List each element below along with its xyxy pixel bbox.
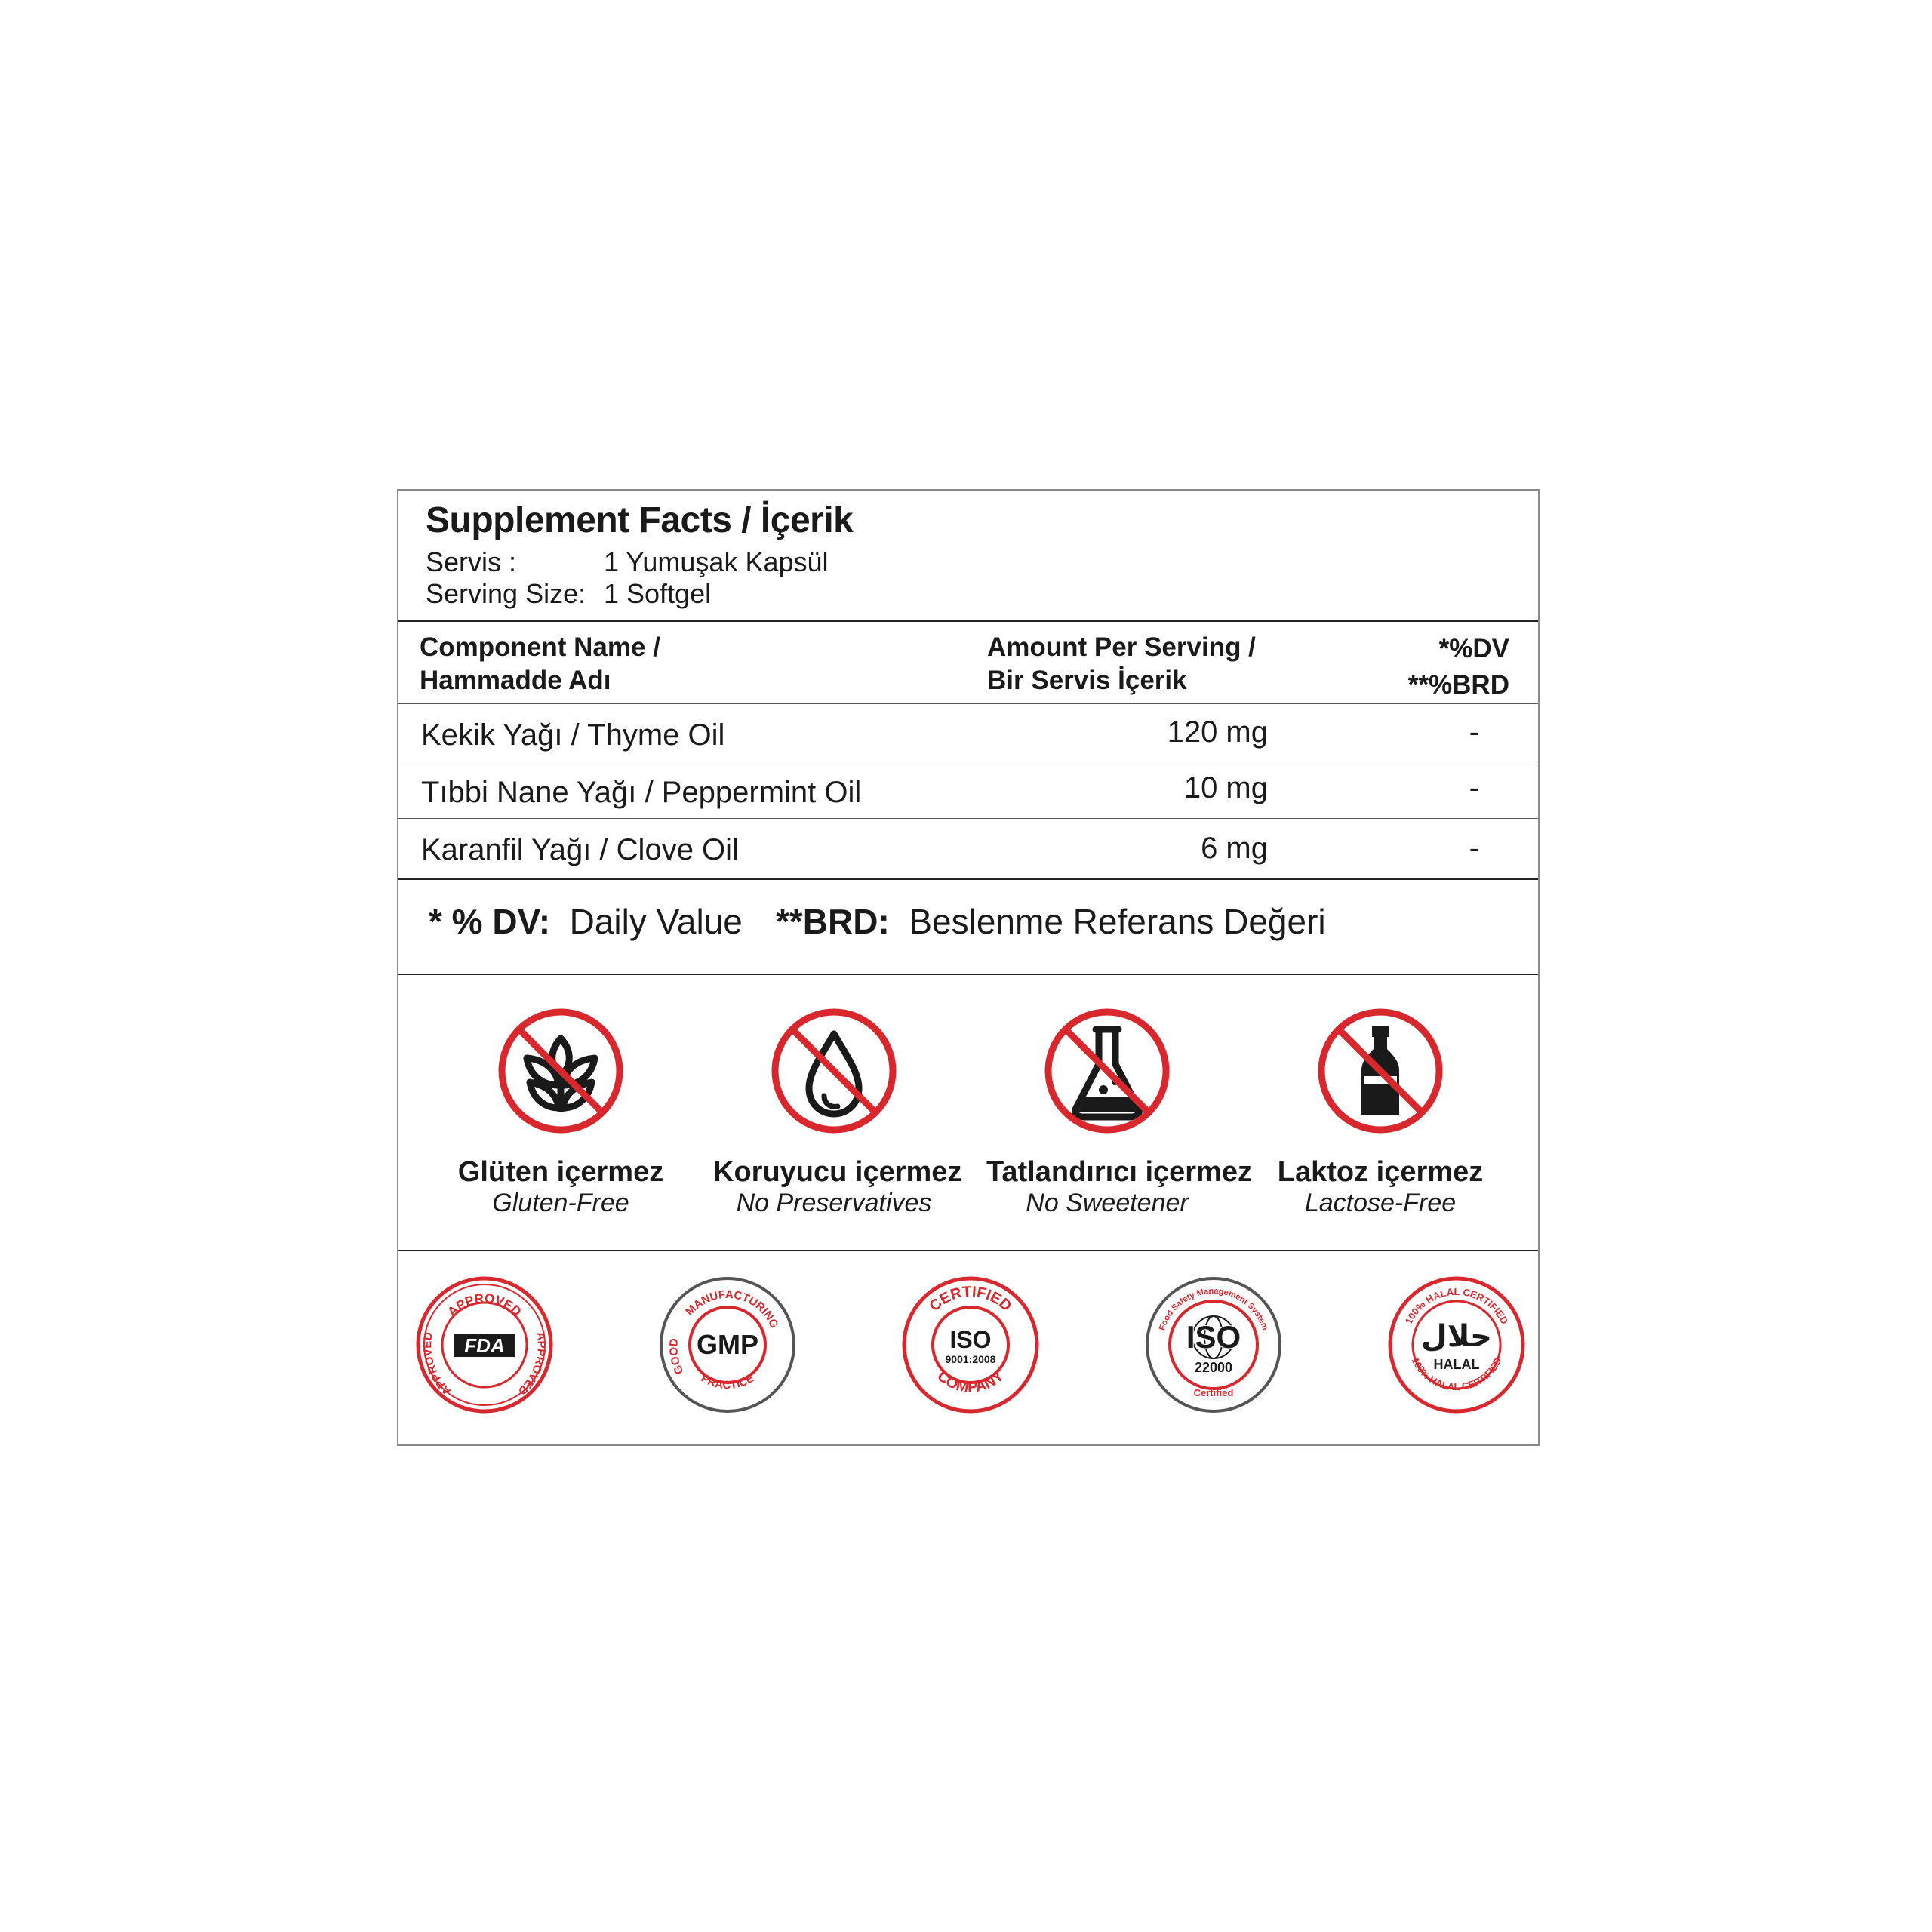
divider: [398, 974, 1538, 975]
col-header-component: [420, 631, 660, 697]
free-from-caption: [986, 1156, 1252, 1218]
svg-text:MANUFACTURING: MANUFACTURING: [683, 1287, 781, 1331]
footnote-text: Beslenme Referans Değeri: [909, 902, 1326, 941]
divider: [398, 703, 1538, 704]
svg-text:HALAL: HALAL: [1433, 1357, 1480, 1372]
col-header-line: *%DV: [1438, 634, 1509, 663]
free-from-caption: [440, 1156, 681, 1218]
iso-22000-seal-icon: [1144, 1275, 1283, 1414]
divider: [398, 620, 1538, 622]
caption-en: No Preservatives: [736, 1189, 932, 1217]
caption-en: No Sweetener: [1026, 1189, 1189, 1217]
caption-tr: Koruyucu içermez: [713, 1156, 962, 1188]
svg-text:GOOD: GOOD: [667, 1337, 687, 1377]
no-sweetener-icon: [1043, 1007, 1171, 1135]
footnote-dv: [429, 901, 743, 942]
row-name: Karanfil Yağı / Clove Oil: [421, 833, 739, 866]
col-header-dv: [1408, 631, 1509, 703]
svg-text:Certified: Certified: [1193, 1387, 1234, 1398]
free-from-caption: [713, 1156, 962, 1218]
divider: [398, 1250, 1538, 1251]
serving-value: 1 Softgel: [604, 578, 712, 609]
iso-9001-seal-icon: [901, 1275, 1040, 1414]
col-header-line: **%BRD: [1407, 670, 1509, 700]
divider: [398, 818, 1538, 819]
row-amount: 10 mg: [1183, 771, 1268, 804]
footnote-brd: [776, 901, 1326, 942]
footnote-text: Daily Value: [569, 902, 743, 941]
col-header-line: Amount Per Serving /: [987, 632, 1256, 662]
serving-row-tr: [426, 546, 829, 578]
row-amount: 120 mg: [1167, 715, 1268, 749]
col-header-line: Component Name /: [420, 632, 660, 662]
caption-en: Gluten-Free: [492, 1189, 629, 1217]
svg-text:APPROVED: APPROVED: [515, 1331, 548, 1398]
svg-text:100% HALAL CERTIFIED: 100% HALAL CERTIFIED: [1402, 1285, 1511, 1327]
divider: [398, 878, 1538, 880]
row-amount: 6 mg: [1201, 832, 1268, 865]
row-dv: -: [1469, 715, 1479, 749]
col-header-line: Bir Servis İçerik: [987, 666, 1187, 695]
svg-text:PRACTICE: PRACTICE: [698, 1371, 757, 1392]
serving-key: Servis :: [426, 546, 517, 577]
row-name: Tıbbi Nane Yağı / Peppermint Oil: [421, 776, 862, 809]
svg-text:GMP: GMP: [696, 1329, 759, 1360]
svg-text:حلال: حلال: [1421, 1319, 1492, 1354]
svg-text:CERTIFIED: CERTIFIED: [926, 1283, 1015, 1315]
halal-seal-icon: [1387, 1275, 1526, 1414]
svg-text:COMPANY: COMPANY: [934, 1367, 1008, 1396]
svg-text:100% HALAL CERTIFIED: 100% HALAL CERTIFIED: [1409, 1355, 1504, 1393]
row-name: Kekik Yağı / Thyme Oil: [421, 718, 725, 752]
svg-text:APPROVED: APPROVED: [445, 1291, 525, 1319]
no-preservatives-icon: [770, 1007, 898, 1135]
row-dv: -: [1469, 771, 1479, 804]
footnote-abbr: * % DV:: [429, 902, 551, 941]
serving-row-en: [426, 578, 711, 610]
free-from-caption: [1260, 1156, 1501, 1218]
svg-text:FDA: FDA: [464, 1334, 505, 1357]
no-gluten-icon: [497, 1007, 625, 1135]
col-header-amount: [987, 631, 1256, 697]
svg-text:22000: 22000: [1194, 1360, 1233, 1375]
caption-en: Lactose-Free: [1304, 1189, 1457, 1217]
col-header-line: Hammadde Adı: [420, 666, 611, 695]
no-lactose-icon: [1316, 1007, 1444, 1135]
row-dv: -: [1469, 832, 1479, 865]
fda-approved-seal-icon: [415, 1275, 554, 1414]
supplement-facts-panel: [397, 489, 1540, 1446]
svg-text:9001:2008: 9001:2008: [945, 1353, 996, 1365]
caption-tr: Laktoz içermez: [1277, 1156, 1484, 1188]
gmp-seal-icon: [658, 1275, 797, 1414]
svg-text:ISO: ISO: [1186, 1319, 1241, 1355]
svg-text:ISO: ISO: [949, 1326, 992, 1353]
serving-key: Serving Size:: [426, 578, 586, 609]
caption-tr: Tatlandırıcı içermez: [986, 1156, 1252, 1188]
svg-text:APPROVED: APPROVED: [421, 1331, 454, 1398]
svg-text:Food Safety Management System: Food Safety Management System: [1157, 1286, 1270, 1332]
footnote-abbr: **BRD:: [776, 902, 890, 941]
serving-value: 1 Yumuşak Kapsül: [604, 546, 829, 577]
panel-title: Supplement Facts / İçerik: [426, 500, 854, 540]
caption-tr: Glüten içermez: [457, 1156, 664, 1188]
